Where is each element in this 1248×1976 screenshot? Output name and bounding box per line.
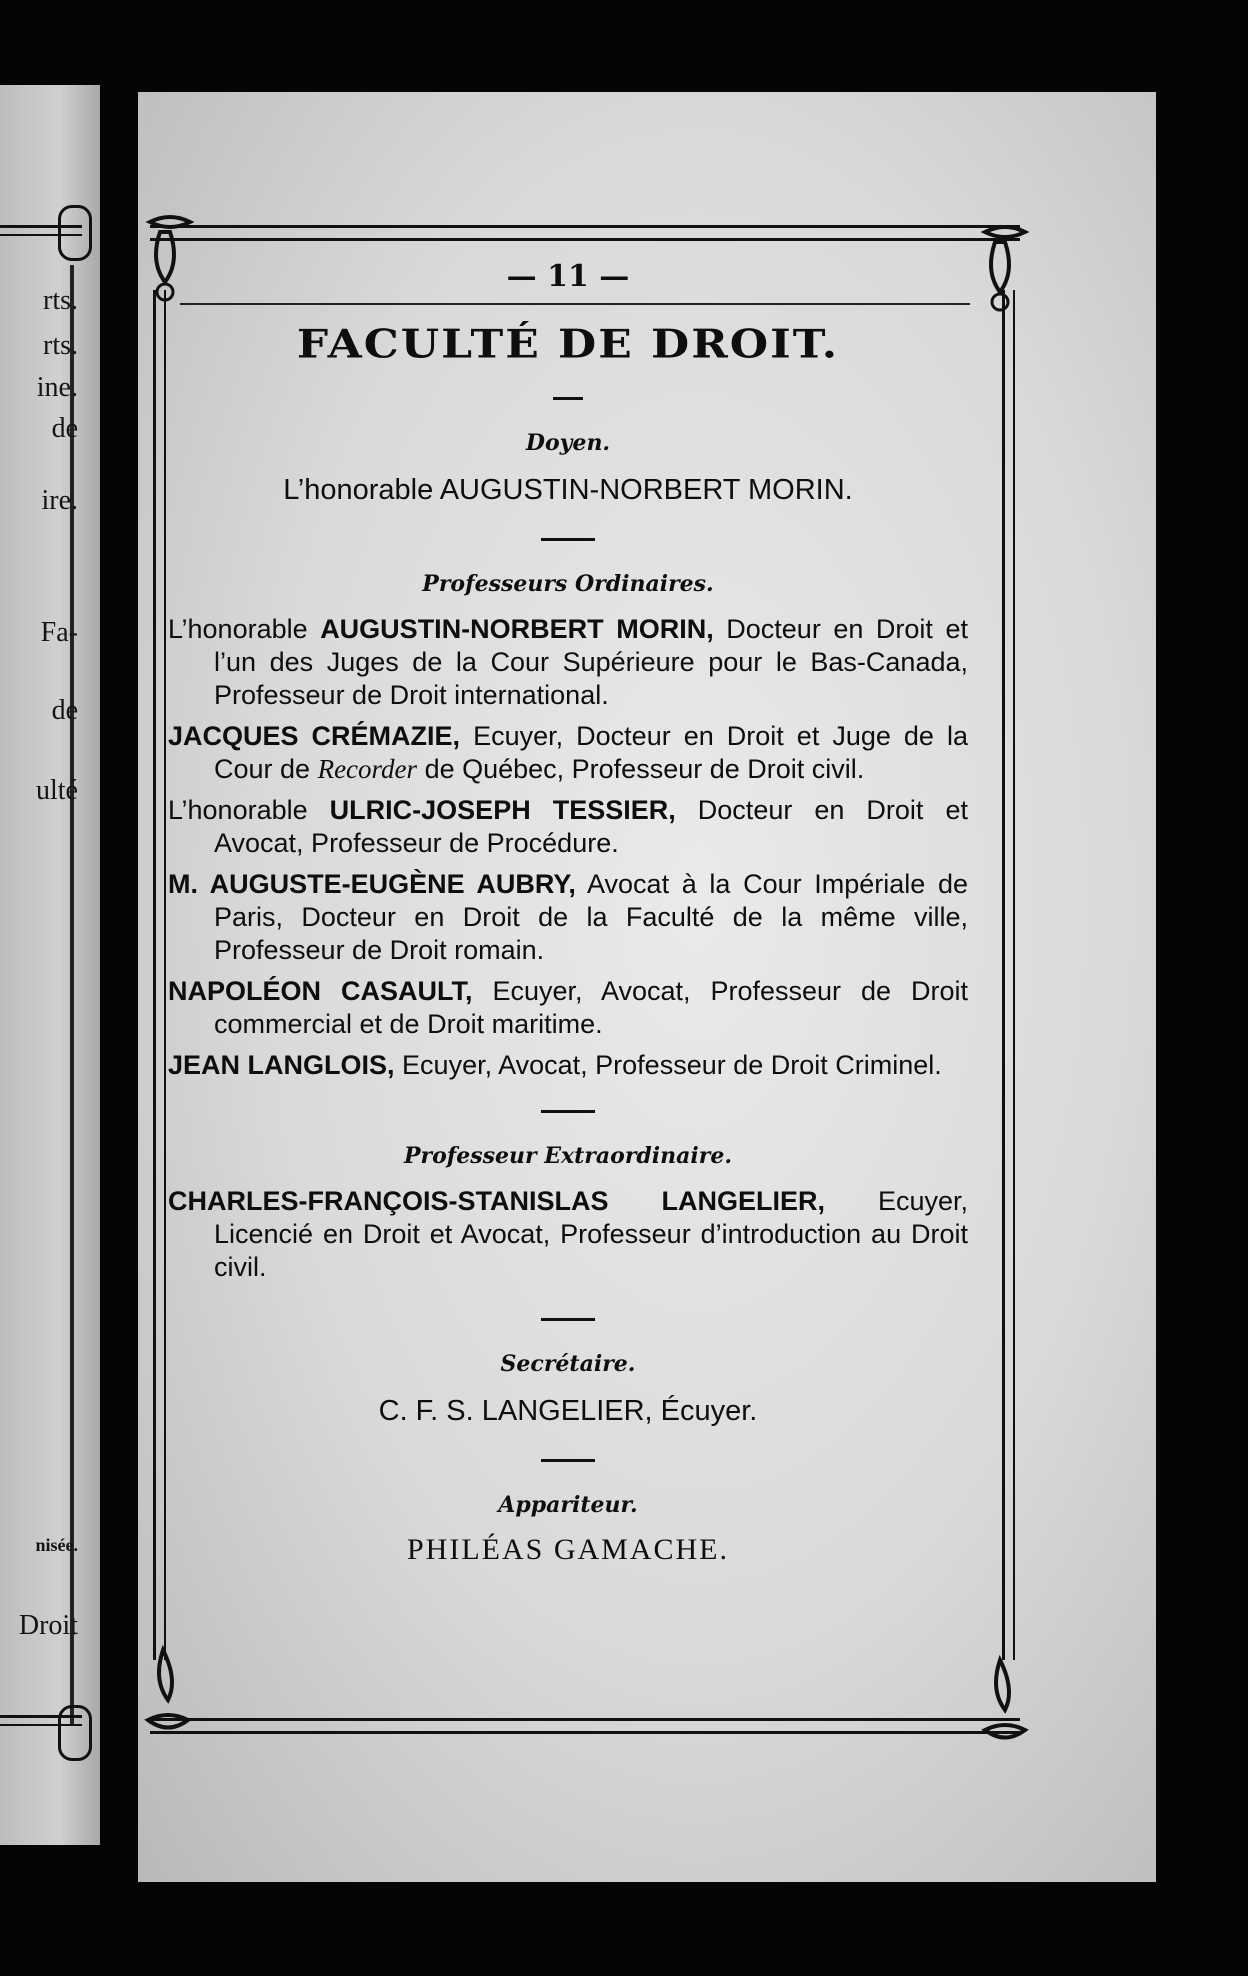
ordinaires-list (168, 613, 968, 1082)
list-item (168, 794, 968, 860)
list-item (168, 1185, 968, 1284)
frame-right-border (1002, 290, 1015, 1660)
divider (541, 1459, 595, 1462)
entry-lead: L’honorable (168, 795, 308, 825)
list-item (168, 975, 968, 1041)
entry-name: NAPOLÉON CASAULT, (168, 976, 473, 1006)
entry-name: AUGUSTIN-NORBERT MORIN, (320, 614, 714, 644)
entry-description: Ecuyer, Licencié en Droit et Avocat, Professeur d’introduction au Droit civil. (214, 1186, 968, 1282)
section-heading-secretaire: Secrétaire. (500, 1351, 636, 1377)
section-heading-appariteur: Appariteur. (498, 1492, 638, 1518)
frame-bottom-border (150, 1718, 1020, 1734)
secretaire-name: C. F. S. LANGELIER, Écuyer. (378, 1395, 758, 1427)
section-heading-doyen: Doyen. (525, 430, 611, 456)
entry-description: Docteur en Droit et l’un des Juges de la Cour Supérieure pour le Bas-Canada, Professeur de Droit international. (214, 614, 968, 710)
corner-ornament-icon (975, 222, 1035, 322)
left-frame-rule (70, 265, 74, 1725)
list-item (168, 613, 968, 712)
entry-name: CHARLES-FRANÇOIS-STANISLAS LANGELIER, (168, 1186, 825, 1216)
left-ornament-top (58, 205, 92, 261)
left-fragment: de (51, 695, 78, 726)
corner-ornament-icon (975, 1650, 1035, 1750)
entry-name: M. AUGUSTE-EUGÈNE AUBRY, (168, 869, 576, 899)
entry-description: Avocat à la Cour Impériale de Paris, Docteur en Droit de la Faculté de la même ville, Professeur de Droit romain. (214, 869, 968, 965)
adjacent-page (0, 85, 100, 1845)
frame-top-border (150, 225, 1020, 241)
entry-lead: L’honorable (168, 614, 308, 644)
entry-description: Ecuyer, Docteur en Droit et Juge de la Cour de (214, 721, 968, 784)
page-title: FACULTÉ DE DROIT. (296, 321, 840, 368)
left-fragment: de (51, 413, 78, 444)
entry-description: de Québec, Professeur de Droit civil. (424, 754, 865, 784)
entry-name: JEAN LANGLOIS, (168, 1050, 395, 1080)
section-heading-extraordinaire: Professeur Extraordinaire. (403, 1143, 733, 1169)
frame-left-border (153, 290, 166, 1660)
left-fragment: rts. (43, 285, 78, 316)
entry-name: JACQUES CRÉMAZIE, (168, 721, 461, 751)
entry-description: Ecuyer, Avocat, Professeur de Droit Criminel. (402, 1050, 942, 1080)
divider (541, 538, 595, 541)
left-fragment: ire. (41, 485, 78, 516)
entry-description: Ecuyer, Avocat, Professeur de Droit commercial et de Droit maritime. (214, 976, 968, 1039)
corner-ornament-icon (138, 1640, 198, 1740)
appariteur-name: PHILÉAS GAMACHE. (406, 1533, 729, 1566)
left-fragment: Droit (18, 1610, 78, 1641)
divider (541, 1318, 595, 1321)
left-fragment: nisée. (35, 1535, 78, 1555)
page-content (168, 255, 968, 1570)
doyen-name: L’honorable AUGUSTIN-NORBERT MORIN. (283, 474, 853, 506)
entry-italic: Recorder (317, 754, 418, 784)
left-fragment: ine. (36, 372, 78, 403)
list-item (168, 720, 968, 786)
divider (541, 1110, 595, 1113)
entry-description: Docteur en Droit et Avocat, Professeur de Procédure. (214, 795, 968, 858)
left-fragment: ulté (36, 775, 78, 806)
page-number: — 11 — (506, 259, 630, 294)
list-item (168, 1049, 968, 1082)
left-frame-bottom (0, 1715, 82, 1726)
extraordinaire-list (168, 1185, 968, 1284)
divider (553, 397, 583, 400)
left-fragment: Fa- (40, 617, 78, 648)
entry-name: ULRIC-JOSEPH TESSIER, (329, 795, 676, 825)
left-ornament-bottom (58, 1705, 92, 1761)
list-item (168, 868, 968, 967)
left-fragment: rts. (43, 330, 78, 361)
section-heading-ordinaires: Professeurs Ordinaires. (422, 571, 714, 597)
